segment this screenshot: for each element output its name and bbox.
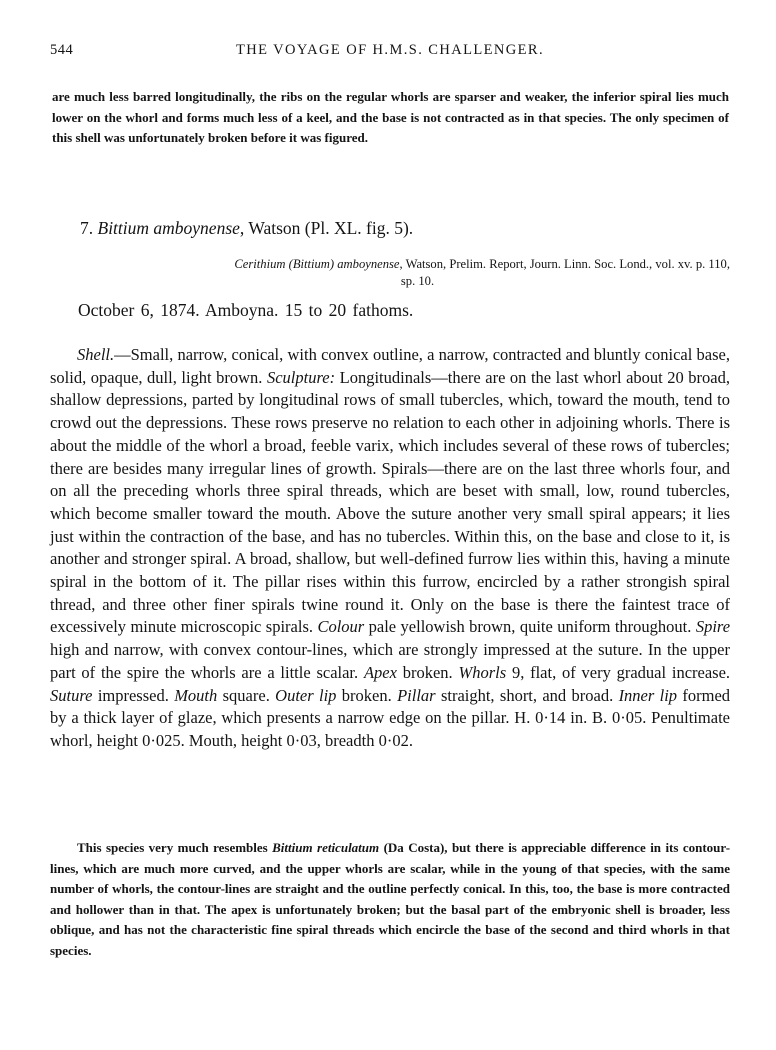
sculpture-label: Sculpture: xyxy=(266,367,336,387)
spire-text: high and narrow, with convex contour-lines, which are strongly impressed at the suture. In the upper part of the spire the whorls are a little scalar. xyxy=(50,640,730,682)
colour-text: pale yellowish brown, quite uniform throughout. xyxy=(368,617,692,637)
page-header xyxy=(50,42,730,62)
outer-lip-label: Outer lip xyxy=(275,685,337,705)
apex-label: Apex xyxy=(363,662,397,682)
station-record: October 6, 1874. Amboyna. 15 to 20 fathoms. xyxy=(78,300,414,320)
species-number: 7. xyxy=(80,218,94,238)
suture-label: Suture xyxy=(50,685,93,705)
remark-paragraph xyxy=(50,838,730,961)
mouth-label: Mouth xyxy=(174,685,218,705)
synonymy-subgenus: (Bittium) xyxy=(288,257,335,271)
mouth-text: square. xyxy=(222,685,270,705)
inner-lip-label: Inner lip xyxy=(618,685,678,705)
suture-text: impressed. xyxy=(97,685,169,705)
remark-text-after: (Da Costa), but there is appreciable difference in its contour-lines, which are much more curved, and the upper whorls are scalar, while in the young of that species, with the same number of whorls, the contour-lines are straight and the outline perfectly conical. In this, too, the base is more contracted and hollower than in that. The apex is unfortunately broken; but the basal part of the embryonic shell is broader, less oblique, and has not the characteristic fine spiral threads which encircle the base of the second and third whorls in that species. xyxy=(50,840,731,958)
synonymy-citation-continued: sp. 10. xyxy=(400,274,435,288)
pillar-text: straight, short, and broad. xyxy=(440,685,614,705)
apex-text: broken. xyxy=(402,662,453,682)
species-name: Bittium amboynense xyxy=(97,218,240,238)
synonymy-reference xyxy=(105,256,730,290)
species-authority: , Watson (Pl. XL. fig. 5). xyxy=(239,218,414,238)
species-heading xyxy=(80,218,730,239)
spire-label: Spire xyxy=(695,617,731,637)
outer-lip-text: broken. xyxy=(341,685,392,705)
running-title: THE VOYAGE OF H.M.S. CHALLENGER. xyxy=(236,42,544,58)
shell-text: —Small, narrow, conical, with convex outline, a narrow, contracted and bluntly conical base, solid, opaque, dull, light brown. xyxy=(50,345,730,387)
shell-label: Shell. xyxy=(77,345,115,364)
synonymy-species: amboynense xyxy=(337,257,400,271)
inner-lip-text: formed by a thick layer of glaze, which presents a narrow edge on the pillar. H. 0·14 in. B. 0·05. Penultimate whorl, height 0·025. Mouth, height 0·03, breadth 0·02. xyxy=(50,685,731,750)
pillar-label: Pillar xyxy=(397,685,436,705)
sculpture-text: Longitudinals—there are on the last whorl about 20 broad, shallow depressions, parted by longitudinal rows of small tubercles, which, toward the mouth, tend to crowd out the depressions. These rows preserve no relation to each other in adjoining whorls. There is about the middle of the whorl a broad, feeble varix, which includes several of these rows of tubercles; there are besides many irregular lines of growth. Spirals—there are on the last three whorls four, and on all the preceding whorls three spiral threads, which are beset with small, low, round tubercles, which become smaller toward the mouth. Above the suture another very small spiral appears; it lies just within the contraction of the base, and has no tubercles. Within this, on the base and close to it, is another and stronger spiral. A broad, shallow, but well-defined furrow lies within this, having a minute spiral in the bottom of it. The pillar rises within this furrow, encircled by a rather strongish spiral thread, and three other finer spirals twine round it. Only on the base is there the faintest trace of excessively minute microscopic spirals. xyxy=(50,367,730,637)
page-number: 544 xyxy=(50,42,74,58)
synonymy-citation: , Watson, Prelim. Report, Journ. Linn. Soc. Lond., vol. xv. p. 110, xyxy=(399,257,730,271)
colour-label: Colour xyxy=(317,617,365,637)
species-description xyxy=(50,344,730,753)
synonymy-genus: Cerithium xyxy=(234,257,286,271)
remark-text-before: This species very much resembles xyxy=(77,840,268,855)
whorls-label: Whorls xyxy=(458,662,507,682)
compared-species: Bittium reticulatum xyxy=(272,840,380,855)
continuation-paragraph: are much less barred longitudinally, the ribs on the regular whorls are sparser and weaker, the inferior spiral lies much lower on the whorl and forms much less of a keel, and the base is not contracted as in that species. The only specimen of this shell was unfortunately broken before it was figured. xyxy=(52,89,729,145)
whorls-text: 9, flat, of very gradual increase. xyxy=(511,662,731,682)
